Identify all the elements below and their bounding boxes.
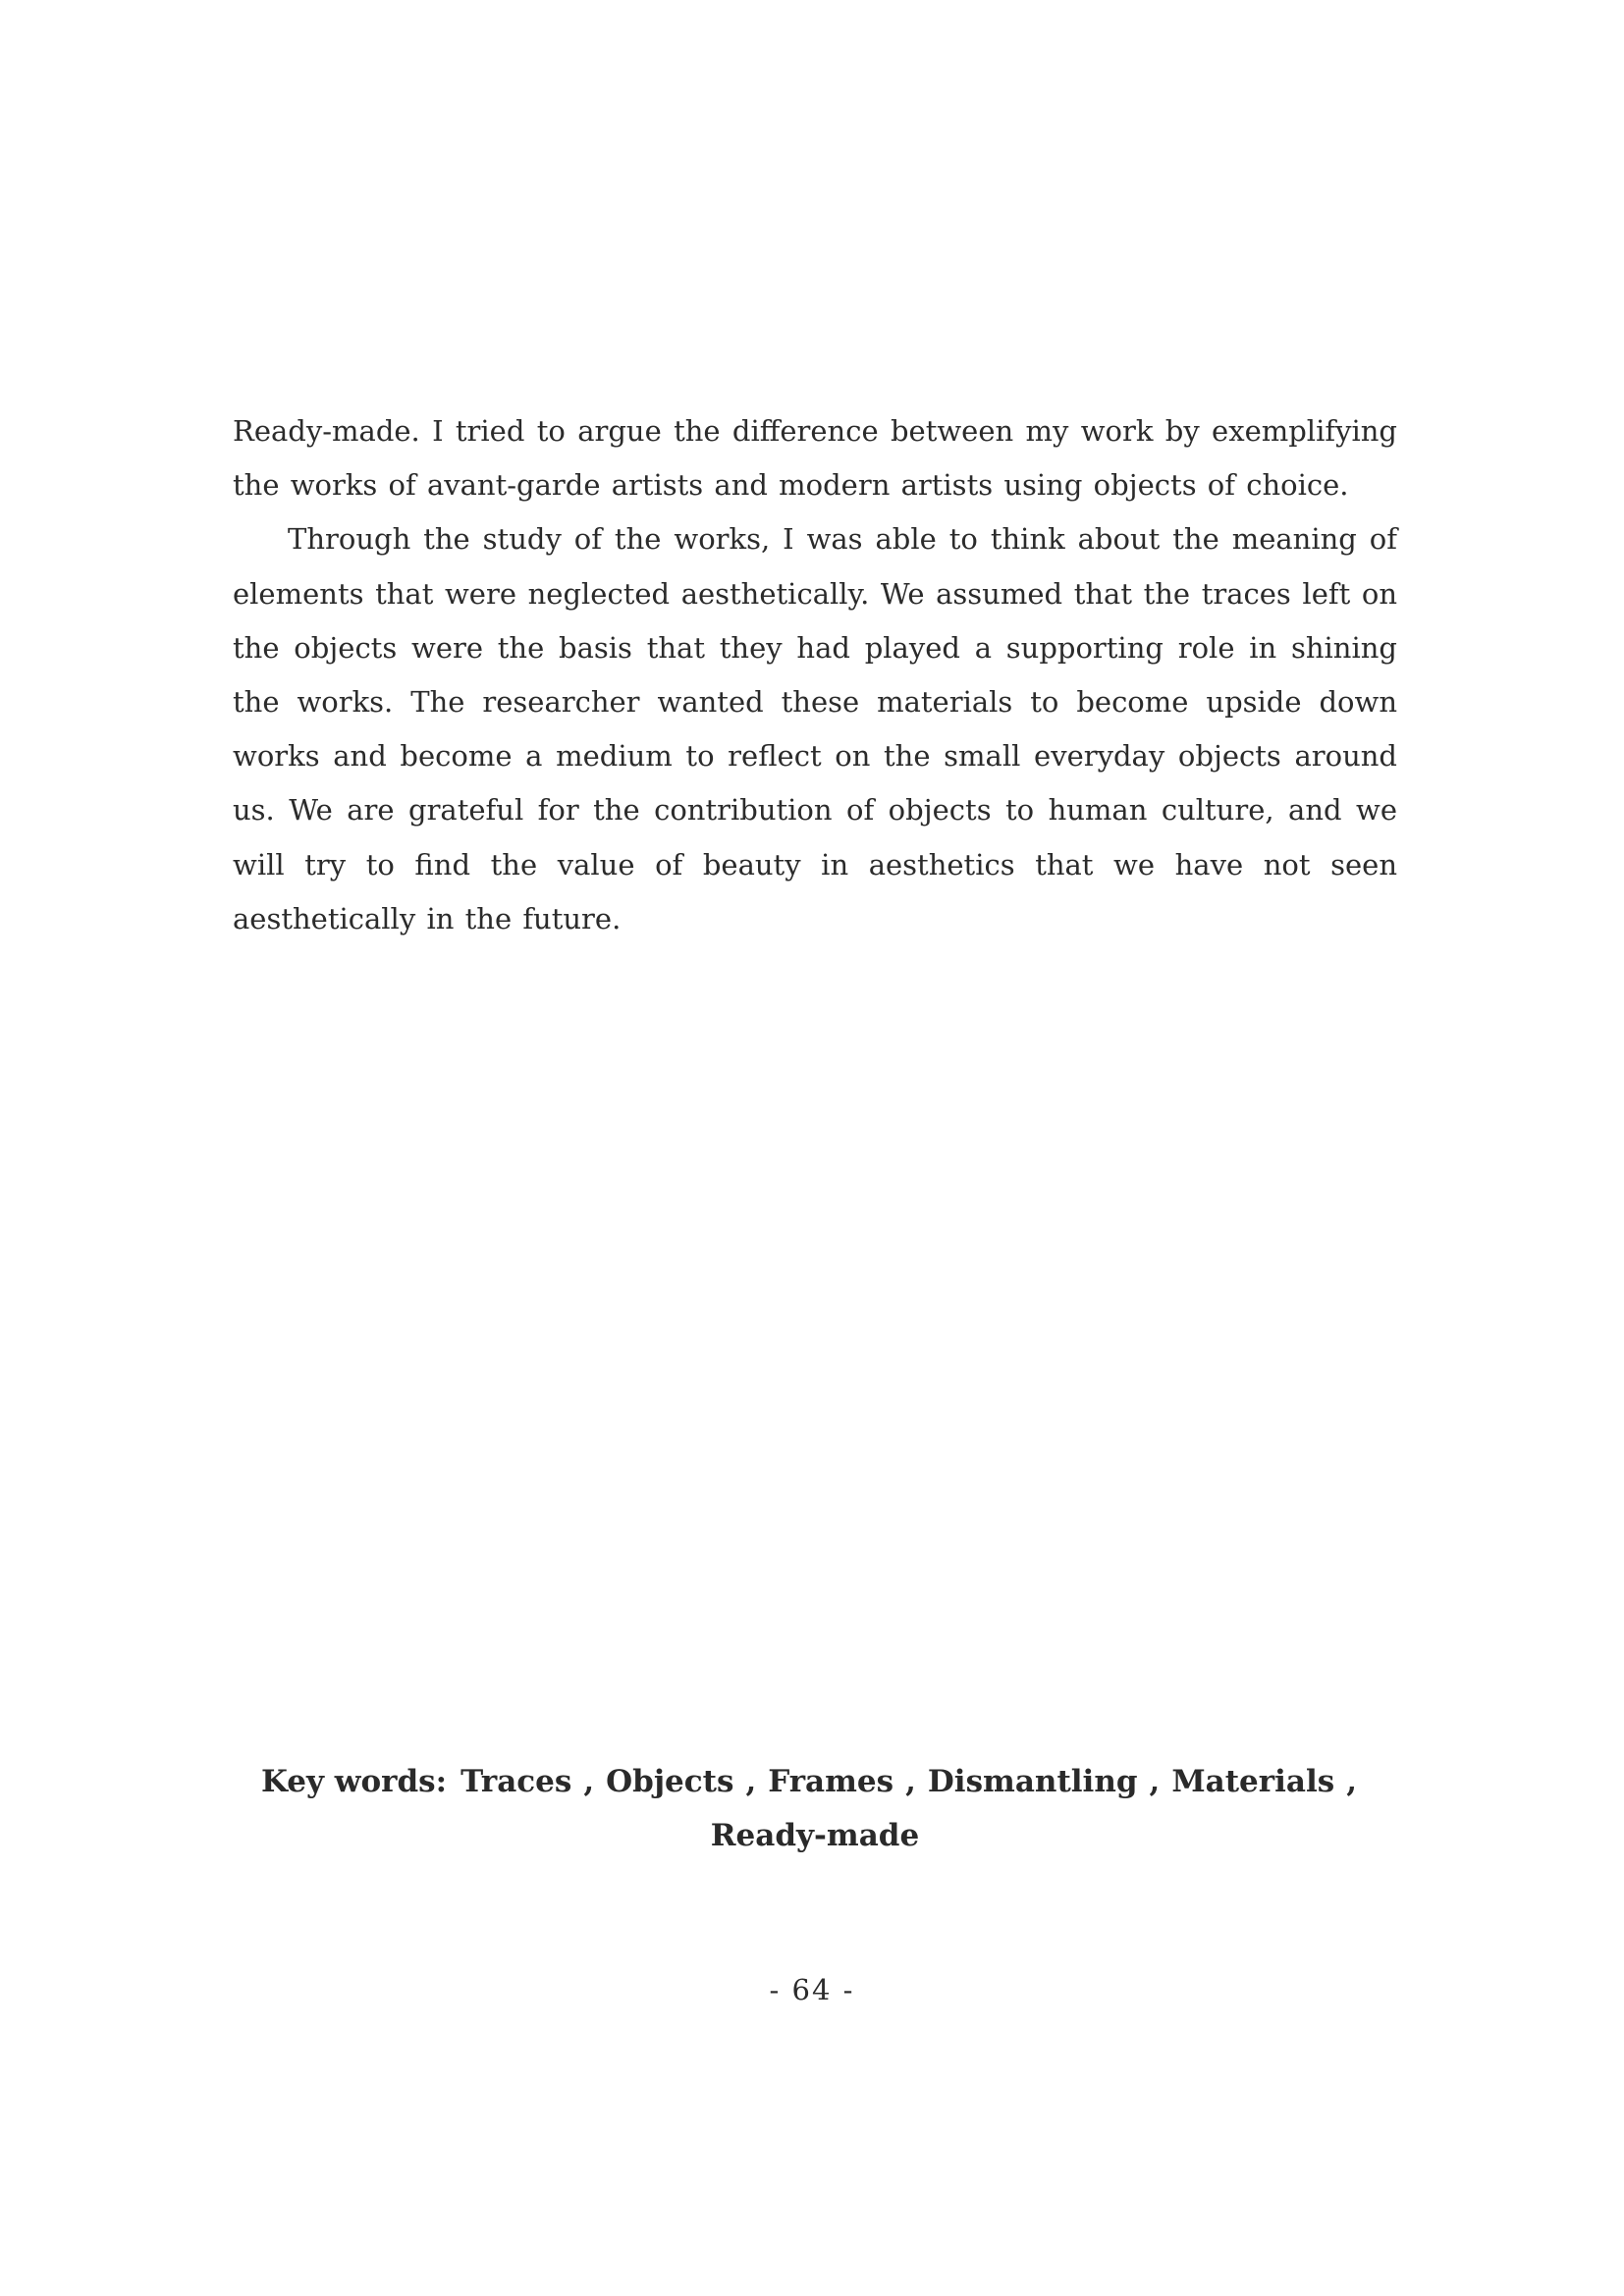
- keyword-dismantling: Dismantling: [927, 1764, 1138, 1799]
- keyword-separator: ,: [905, 1764, 916, 1799]
- keyword-separator: ,: [745, 1764, 757, 1799]
- keyword-ready-made: Ready-made: [710, 1818, 920, 1853]
- keyword-separator: ,: [1149, 1764, 1161, 1799]
- keyword-objects: Objects: [606, 1764, 734, 1799]
- keyword-separator: ,: [583, 1764, 595, 1799]
- keywords-line-1: [233, 1755, 1397, 1809]
- keyword-traces: Traces: [460, 1764, 572, 1799]
- abstract-body: [233, 404, 1397, 946]
- keyword-frames: Frames: [768, 1764, 894, 1799]
- keywords-label: Key words:: [261, 1764, 448, 1799]
- keyword-materials: Materials: [1171, 1764, 1335, 1799]
- paragraph-conclusion: Through the study of the works, I was able to think about the meaning of elements that were neglected aesthetically. We assumed that the traces left on the objects were the basis that they had played a supporting role in shining the works. The researcher wanted these materials to become upside down works and become a medium to reflect on the small everyday objects around us. We are grateful for the contribution of objects to human culture, and we will try to find the value of beauty in aesthetics that we have not seen aesthetically in the future.: [233, 522, 1397, 935]
- page-number: - 64 -: [769, 1973, 855, 2006]
- keywords-line-2: [233, 1809, 1397, 1863]
- keywords-block: [233, 1755, 1397, 1863]
- keyword-separator: ,: [1346, 1764, 1357, 1799]
- paragraph-continued: Ready-made. I tried to argue the difference between my work by exemplifying the works of avant-garde artists and modern artists using objects of choice.: [233, 414, 1397, 503]
